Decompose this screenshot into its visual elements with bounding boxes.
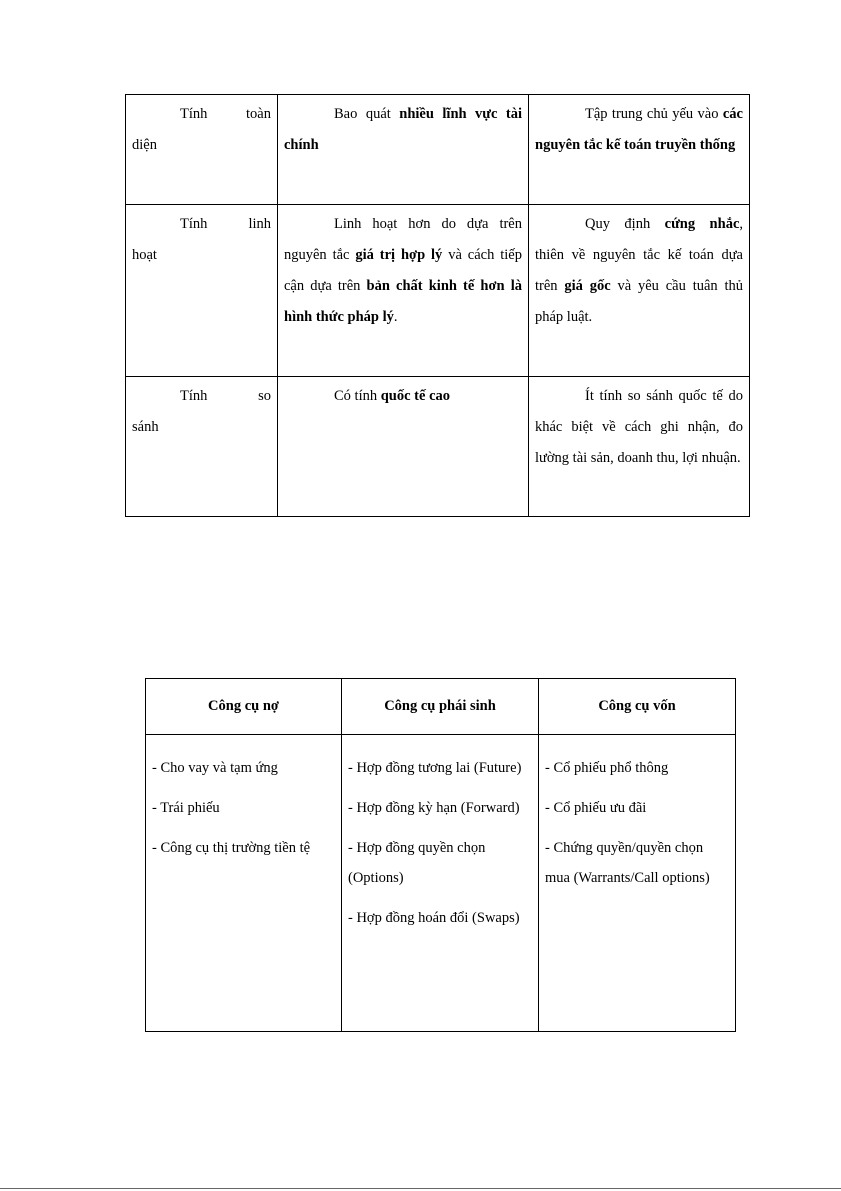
list-item: - Hợp đồng quyền chọn (Options) <box>348 840 486 886</box>
ifrs-cell: Bao quát nhiều lĩnh vực tài chính <box>278 95 529 205</box>
debt-cell <box>146 735 342 1032</box>
vas-cell: Ít tính so sánh quốc tế do khác biệt về cách ghi nhận, đo lường tài sản, doanh thu, lợi nhuận. <box>529 377 750 517</box>
table-row <box>126 377 750 517</box>
list-item: - Hợp đồng hoán đổi (Swaps) <box>348 910 520 926</box>
list-item: - Hợp đồng kỳ hạn (Forward) <box>348 800 520 816</box>
criterion-cell: Tính so sánh <box>126 377 278 517</box>
criterion-cell: Tính linh hoạt <box>126 205 278 377</box>
criterion-cell: Tính toàn diện <box>126 95 278 205</box>
page-bottom-rule <box>0 1188 841 1189</box>
instrument-table <box>145 678 736 1032</box>
header-debt: Công cụ nợ <box>146 679 342 735</box>
equity-cell <box>539 735 736 1032</box>
vas-cell: Tập trung chủ yếu vào các nguyên tắc kế toán truyền thống <box>529 95 750 205</box>
list-item: - Chứng quyền/quyền chọn mua (Warrants/Call options) <box>545 840 710 886</box>
derivative-cell <box>342 735 539 1032</box>
list-item: - Hợp đồng tương lai (Future) <box>348 760 522 776</box>
vas-cell: Quy định cứng nhắc, thiên về nguyên tắc kế toán dựa trên giá gốc và yêu cầu tuân thủ pháp luật. <box>529 205 750 377</box>
ifrs-cell: Linh hoạt hơn do dựa trên nguyên tắc giá trị hợp lý và cách tiếp cận dựa trên bản chất kinh tế hơn là hình thức pháp lý. <box>278 205 529 377</box>
table-row <box>126 95 750 205</box>
table-row <box>146 735 736 1032</box>
list-item: - Cổ phiếu phổ thông <box>545 760 669 776</box>
ifrs-cell: Có tính quốc tế cao <box>278 377 529 517</box>
list-item: - Trái phiếu <box>152 800 220 816</box>
comparison-table <box>125 94 750 517</box>
header-equity: Công cụ vốn <box>539 679 736 735</box>
list-item: - Công cụ thị trường tiền tệ <box>152 840 311 856</box>
header-derivative: Công cụ phái sinh <box>342 679 539 735</box>
table-row <box>126 205 750 377</box>
list-item: - Cổ phiếu ưu đãi <box>545 800 647 816</box>
header-row <box>146 679 736 735</box>
list-item: - Cho vay và tạm ứng <box>152 760 278 776</box>
